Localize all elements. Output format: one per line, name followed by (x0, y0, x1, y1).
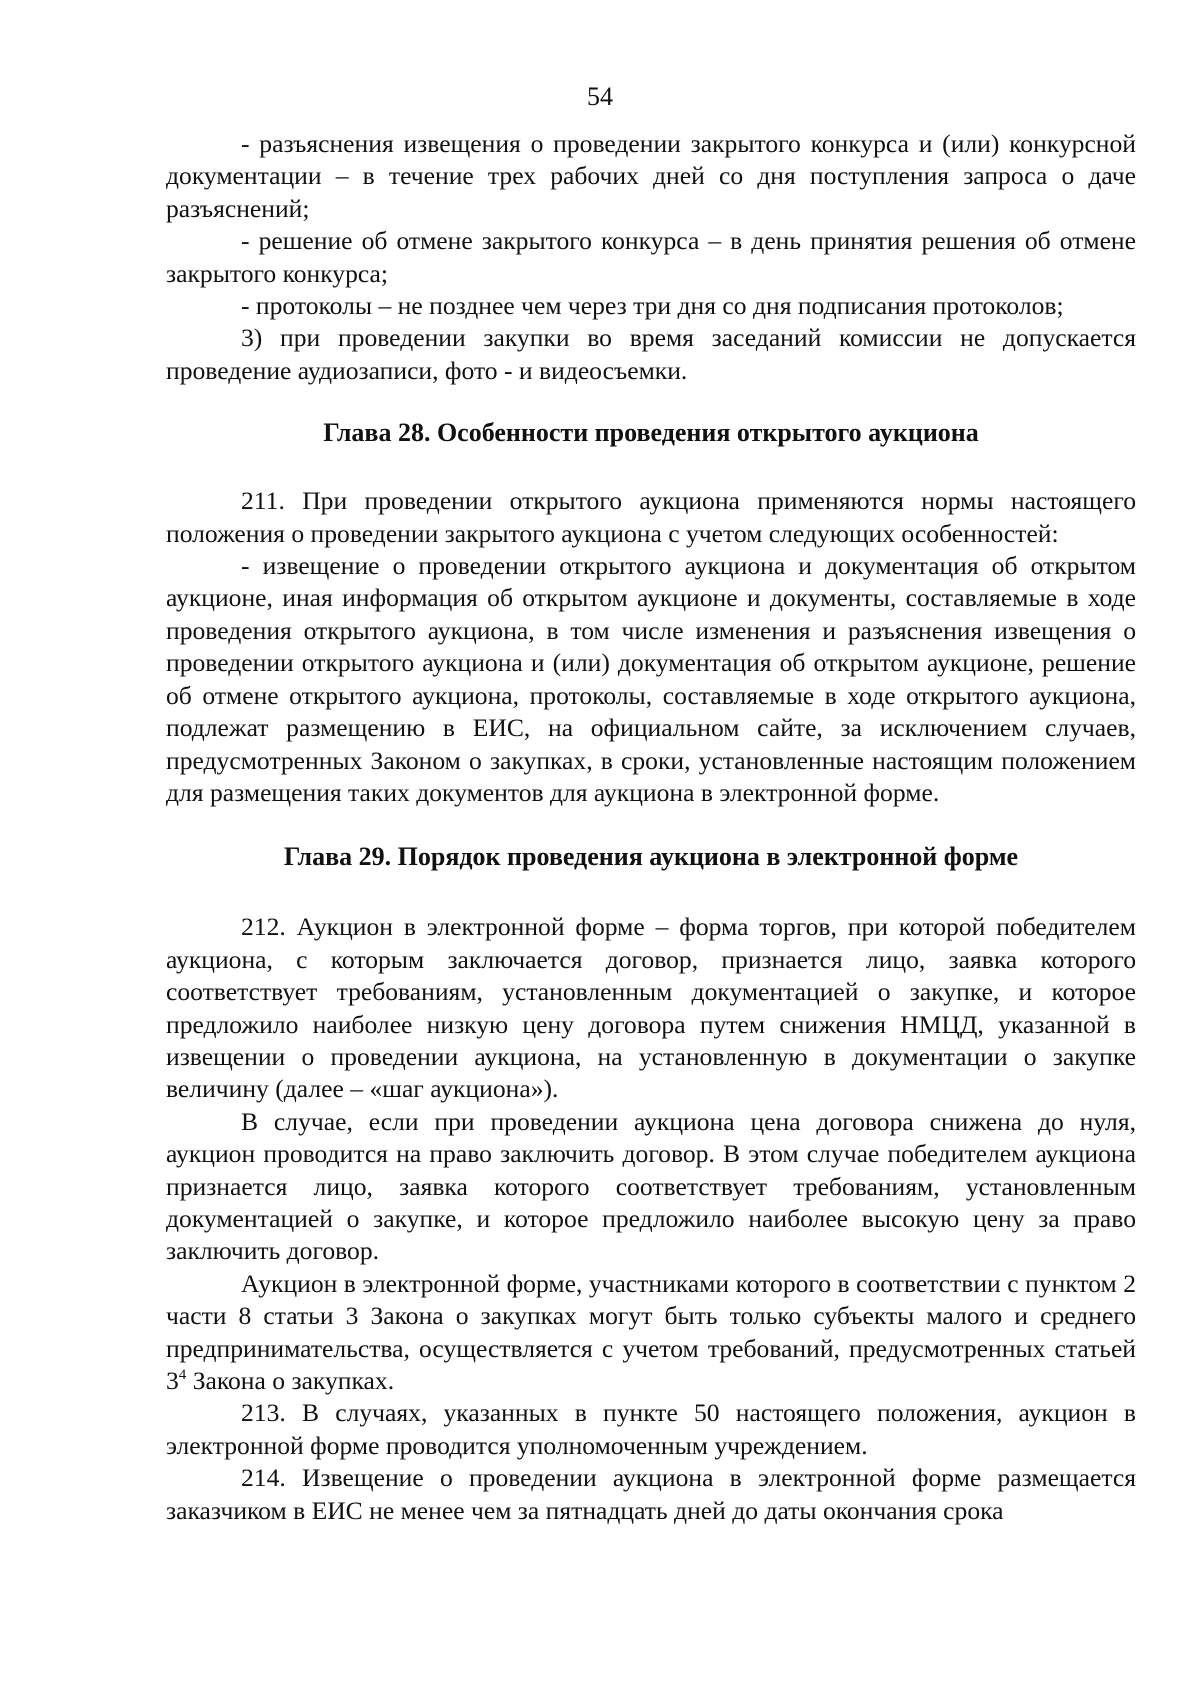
document-body (166, 128, 1136, 1527)
paragraph-211: 211. При проведении открытого аукциона применяются нормы настоящего положения о проведении закрытого аукциона с учетом следующих особенностей: (166, 486, 1136, 548)
smp-text-before: Аукцион в электронной форме, участниками которого в соответствии с пунктом 2 части 8 статьи 3 Закона о закупках могут быть только субъекты малого и среднего предпринимательства, осуществляется с учетом требований, предусмотренных статьей 3 (166, 1268, 1136, 1395)
paragraph-smp-auction (166, 1268, 1136, 1398)
paragraph-protocols: - протоколы – не позднее чем через три дня со дня подписания протоколов; (241, 291, 1064, 321)
paragraph-214: 214. Извещение о проведении аукциона в электронной форме размещается заказчиком в ЕИС не менее чем за пятнадцать дней до даты окончания срока (166, 1463, 1136, 1525)
article-superscript: 4 (178, 1367, 187, 1383)
smp-text-after: Закона о закупках. (186, 1366, 395, 1395)
paragraph-no-recording: 3) при проведении закупки во время заседаний комиссии не допускается проведение аудиозаписи, фото - и видеосъемки. (166, 323, 1136, 385)
paragraph-zero-price: В случае, если при проведении аукциона цена договора снижена до нуля, аукцион проводится на право заключить договор. В этом случае победителем аукциона признается лицо, заявка которого соответствует требованиям, установленным документацией о закупке, и которое предложило наиболее высокую цену за право заключить договор. (166, 1106, 1136, 1266)
chapter-28-heading: Глава 28. Особенности проведения открытого аукциона (323, 418, 979, 448)
chapter-29-heading: Глава 29. Порядок проведения аукциона в электронной форме (283, 842, 1019, 872)
paragraph-clarifications: - разъяснения извещения о проведении закрытого конкурса и (или) конкурсной документации – в течение трех рабочих дней со дня поступления запроса о даче разъяснений; (166, 129, 1136, 223)
paragraph-212: 212. Аукцион в электронной форме – форма торгов, при которой победителем аукциона, с которым заключается договор, признается лицо, заявка которого соответствует требованиям, установленным документацией о закупке, и которое предложило наиболее низкую цену договора путем снижения НМЦД, указанной в извещении о проведении аукциона, на установленную в документации о закупке величину (далее – «шаг аукциона»). (166, 912, 1136, 1104)
paragraph-213: 213. В случаях, указанных в пункте 50 настоящего положения, аукцион в электронной форме проводится уполномоченным учреждением. (166, 1398, 1136, 1460)
paragraph-cancellation: - решение об отмене закрытого конкурса – в день принятия решения об отмене закрытого конкурса; (166, 226, 1136, 288)
paragraph-211-notice: - извещение о проведении открытого аукциона и документация об открытом аукционе, иная информация об открытом аукционе и документы, составляемые в ходе проведения открытого аукциона, в том числе изменения и разъяснения извещения о проведении открытого аукциона и (или) документация об открытом аукционе, решение об отмене открытого аукциона, протоколы, составляемые в ходе открытого аукциона, подлежат размещению в ЕИС, на официальном сайте, за исключением случаев, предусмотренных Законом о закупках, в сроки, установленные настоящим положением для размещения таких документов для аукциона в электронной форме. (166, 551, 1136, 807)
page-number: 54 (587, 82, 613, 111)
